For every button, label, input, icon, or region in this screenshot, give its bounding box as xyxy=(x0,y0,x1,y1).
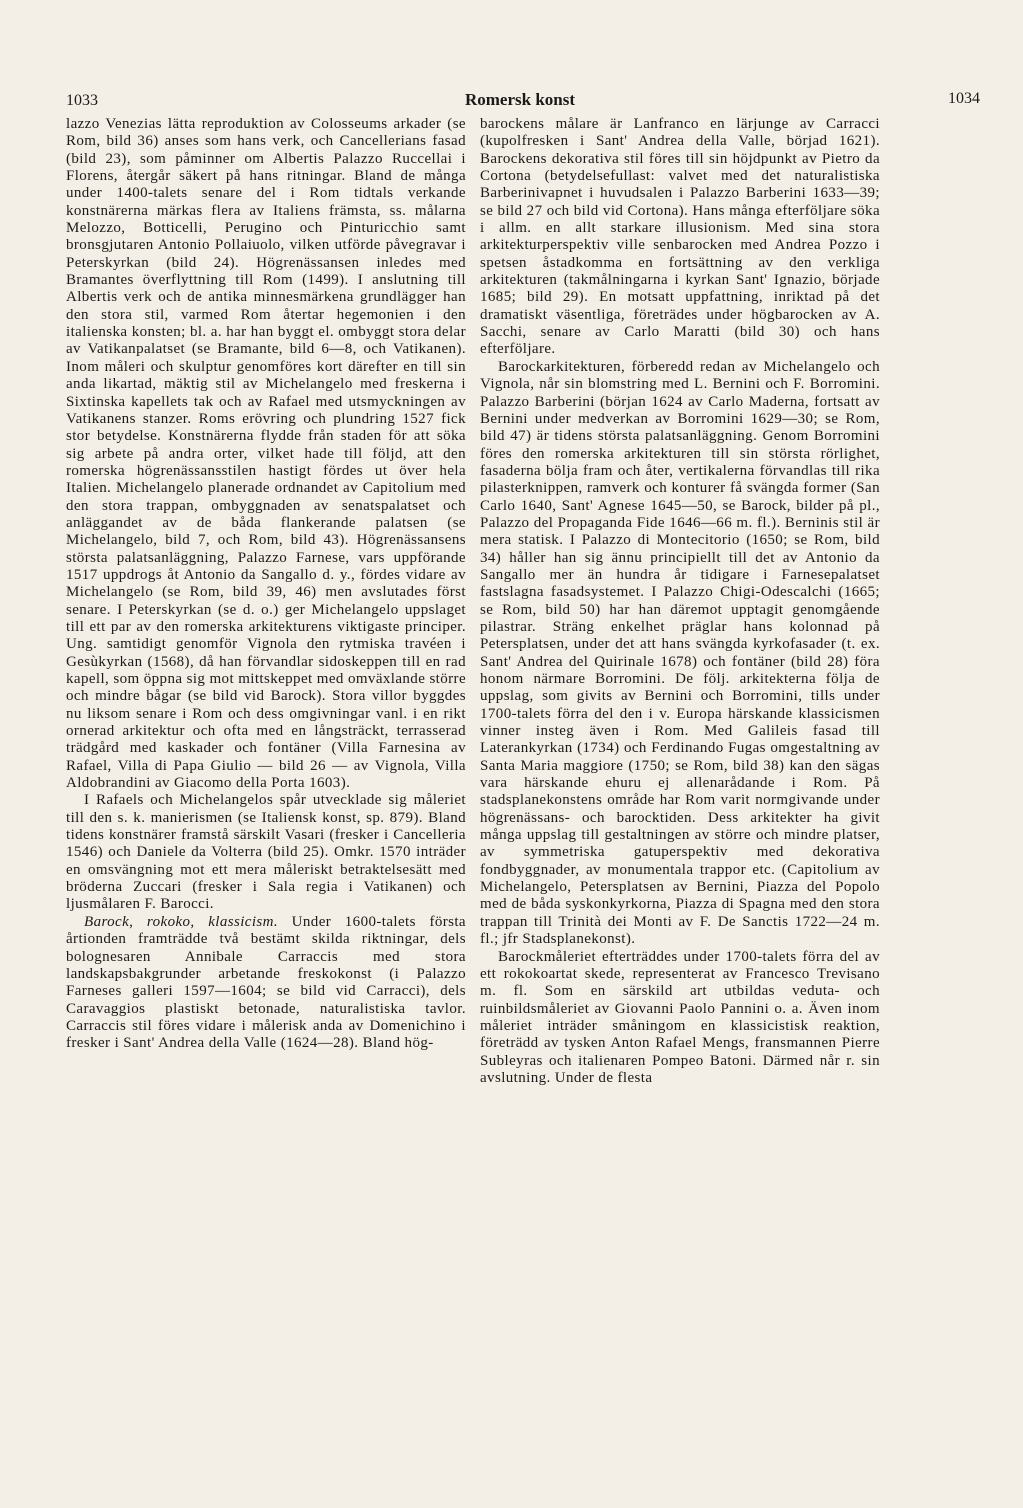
left-paragraph-1: lazzo Venezias lätta reproduktion av Colosseums arkader (se Rom, bild 36) anses som hans verk, och Cancellerians fasad (bild 23), som påminner om Albertis Palazzo Ruccellai i Florens, återgår säkert på hans ritningar. Bland de många under 1400-talets senare del i Rom tidtals verkande konstnärerna märkas flera av Italiens främsta, ss. målarna Melozzo, Botticelli, Perugino och Pinturicchio samt bronsgjutaren Antonio Pollaiuolo, vilken utförde påvegravar i Peterskyrkan (bild 24). Högrenässansen inledes med Bramantes överflyttning till Rom (1499). I anslutning till Albertis verk och de antika minnesmärkena grundlägger han den stora stil, varmed Rom återtar hegemonien i den italienska konsten; bl. a. har han byggt el. ombyggt stora delar av Vatikanpalatset (se Bramante, bild 6—8, och Vatikanen). Inom måleri och skulptur genomföres kort därefter en till sin anda likartad, mäktig stil av Michelangelo med freskerna i Sixtinska kapellets tak och av Rafael med utsmyckningen av Vatikanens stanzer. Roms erövring och plundring 1527 fick stor betydelse. Konstnärerna flydde från staden för att söka sig arbete på andra orter, vilket hade till följd, att den romerska högrenässansstilen hastigt fördes ut över hela Italien. Michelangelo planerade ordnandet av Capitolium med den stora trappan, ombyggnaden av senatspalatset och anläggandet av de båda flankerande palatsen (se Michelangelo, bild 7, och Rom, bild 43). Högrenässansens största palatsanläggning, Palazzo Farnese, vars uppförande 1517 uppdrogs åt Antonio da Sangallo d. y., fördes vidare av Michelangelo (se Rom, bild 39, 46) men avslutades först senare. I Peterskyrkan (se d. o.) ger Michelangelo uppslaget till ett par av den romerska arkitekturens viktigaste principer. Ung. samtidigt genomför Vignola den rytmiska travéen i Gesùkyrkan (1568), då han förvandlar sidoskeppen till en rad kapell, som öppna sig mot mittskeppet med omväxlande större och mindre bågar (se bild vid Barock). Stora villor byggdes nu liksom senare i Rom och dess omgivningar vanl. i en rikt ornerad arkitektur och ofta med en långsträckt, terrasserad trädgård med kaskader och fontäner (Villa Farnesina av Rafael, Villa di Papa Giulio — bild 26 — av Vignola, Villa Aldobrandini av Giacomo della Porta 1603). xyxy=(66,116,466,792)
left-paragraph-2: I Rafaels och Michelangelos spår utvecklade sig måleriet till den s. k. manierismen (se Italiensk konst, sp. 879). Bland tidens konstnärer framstå särskilt Vasari (fresker i Cancelleria 1546) och Daniele da Volterra (bild 25). Omkr. 1570 inträder en omsvängning mot ett mera måleriskt betraktelsesätt med bröderna Zuccari (fresker i Sala regia i Vatikanen) och ljusmålaren F. Barocci. xyxy=(66,792,466,913)
left-paragraph-3-text: Under 1600-talets första årtionden framträdde två bestämt skilda riktningar, dels bolognesaren Annibale Carraccis med stora landskapsbakgrunder arbetande freskokonst (i Palazzo Farneses galleri 1597—1604; se bild vid Carracci), dels Caravaggios plastiskt betonade, naturalistiska tavlor. Carraccis stil föres vidare i målerisk anda av Domenichino i fresker i Sant' Andrea della Valle (1624—28). Bland hög- xyxy=(66,913,466,1052)
right-paragraph-1: barockens målare är Lanfranco en lärjunge av Carracci (kupolfresken i Sant' Andrea della Valle, börjad 1621). Barockens dekorativa stil föres till sin höjdpunkt av Pietro da Cortona (betydelsefullast: valvet med det naturalistiska Barberinivapnet i huvudsalen i Palazzo Barberini 1633—39; se bild 27 och bild vid Cortona). Hans många efterföljare söka i allm. en allt starkare illusionism. Med sina stora arkitekturperspektiv ville senbarocken med Andrea Pozzo i spetsen åstadkomma en fortsättning av den verkliga arkitekturen (takmålningarna i kyrkan Sant' Ignazio, började 1685; bild 29). En motsatt uppfattning, inriktad på det dramatiskt väsentliga, företrädes under högbarocken av A. Sacchi, senare av Carlo Maratti (bild 30) och hans efterföljare. xyxy=(480,116,880,358)
left-paragraph-3 xyxy=(66,914,466,1053)
running-title: Romersk konst xyxy=(464,90,576,109)
right-column xyxy=(480,116,880,1087)
right-paragraph-3: Barockmåleriet efterträddes under 1700-talets förra del av ett rokokoartat skede, representerat av Francesco Trevisano m. fl. Som en särskild art utbildas veduta- och ruinbildsmåleriet av Giovanni Paolo Pannini o. a. Även inom måleriet inträder småningom en klassicistisk reaktion, företrädd av tysken Anton Rafael Mengs, fransmannen Pierre Subleyras och italienaren Pompeo Batoni. Därmed når r. sin avslutning. Under de flesta xyxy=(480,948,880,1086)
page-header xyxy=(60,88,980,114)
right-paragraph-2: Barockarkitekturen, förberedd redan av Michelangelo och Vignola, når sin blomstring med L. Bernini och F. Borromini. Palazzo Barberini (början 1624 av Carlo Maderna, fortsatt av Bernini under medverkan av Borromini 1629—30; se Rom, bild 47) är tidens största palatsanläggning. Genom Borromini föres den romerska arkitekturen till sin största rörlighet, fasaderna bölja fram och åter, vertikalerna förvandlas till rika pilasterknippen, ramverk och konturer få svängda former (San Carlo 1640, Sant' Agnese 1645—50, se Barock, bilder på pl., Palazzo del Propaganda Fide 1646—66 m. fl.). Berninis stil är mera statisk. I Palazzo di Montecitorio (1650; se Rom, bild 34) håller han sig ännu principiellt till det av Antonio da Sangallo mer än hundra år tidigare i Farnesepalatset fastslagna fasadsystemet. I Palazzo Chigi-Odescalchi (1665; se Rom, bild 50) har han däremot upptagit genomgående pilastrar. Sträng enkelhet präglar hans kolonnad på Petersplatsen, under det att hans svängda kyrkofasader (t. ex. Sant' Andrea del Quirinale 1678) och fontäner (bild 28) föra honom närmare Borromini. De följ. arkitekterna följa de uppslag, som givits av Bernini och Borromini, tills under 1700-talets förra del den i v. Europa härskande klassicismen vinner insteg även i Rom. Med Galileis fasad till Laterankyrkan (1734) och Ferdinando Fugas omgestaltning av Santa Maria maggiore (1750; se Rom, bild 38) kan den sägas vara härskande ehuru ej allenarådande i Rom. På stadsplanekonstens område har Rom varit normgivande under högrenässans- och barocktiden. Dess arkitekter ha givit många uppslag till gestaltningen av större och mindre platser, av symmetriska gatuperspektiv med dekorativa fondbyggnader, av monumentala trappor etc. (Capitolium av Michelangelo, Petersplatsen av Bernini, Piazza del Popolo med de båda syskonkyrkorna, Piazza di Spagna med den stora trappan till Trinità dei Monti av F. De Sanctis 1722—24 m. fl.; jfr Stadsplanekonst). xyxy=(480,358,880,948)
page-number-left: 1033 xyxy=(66,92,98,109)
page-number-right: 1034 xyxy=(948,90,980,107)
section-heading-barock: Barock, rokoko, klassicism. xyxy=(84,913,279,930)
left-column xyxy=(66,116,466,1053)
